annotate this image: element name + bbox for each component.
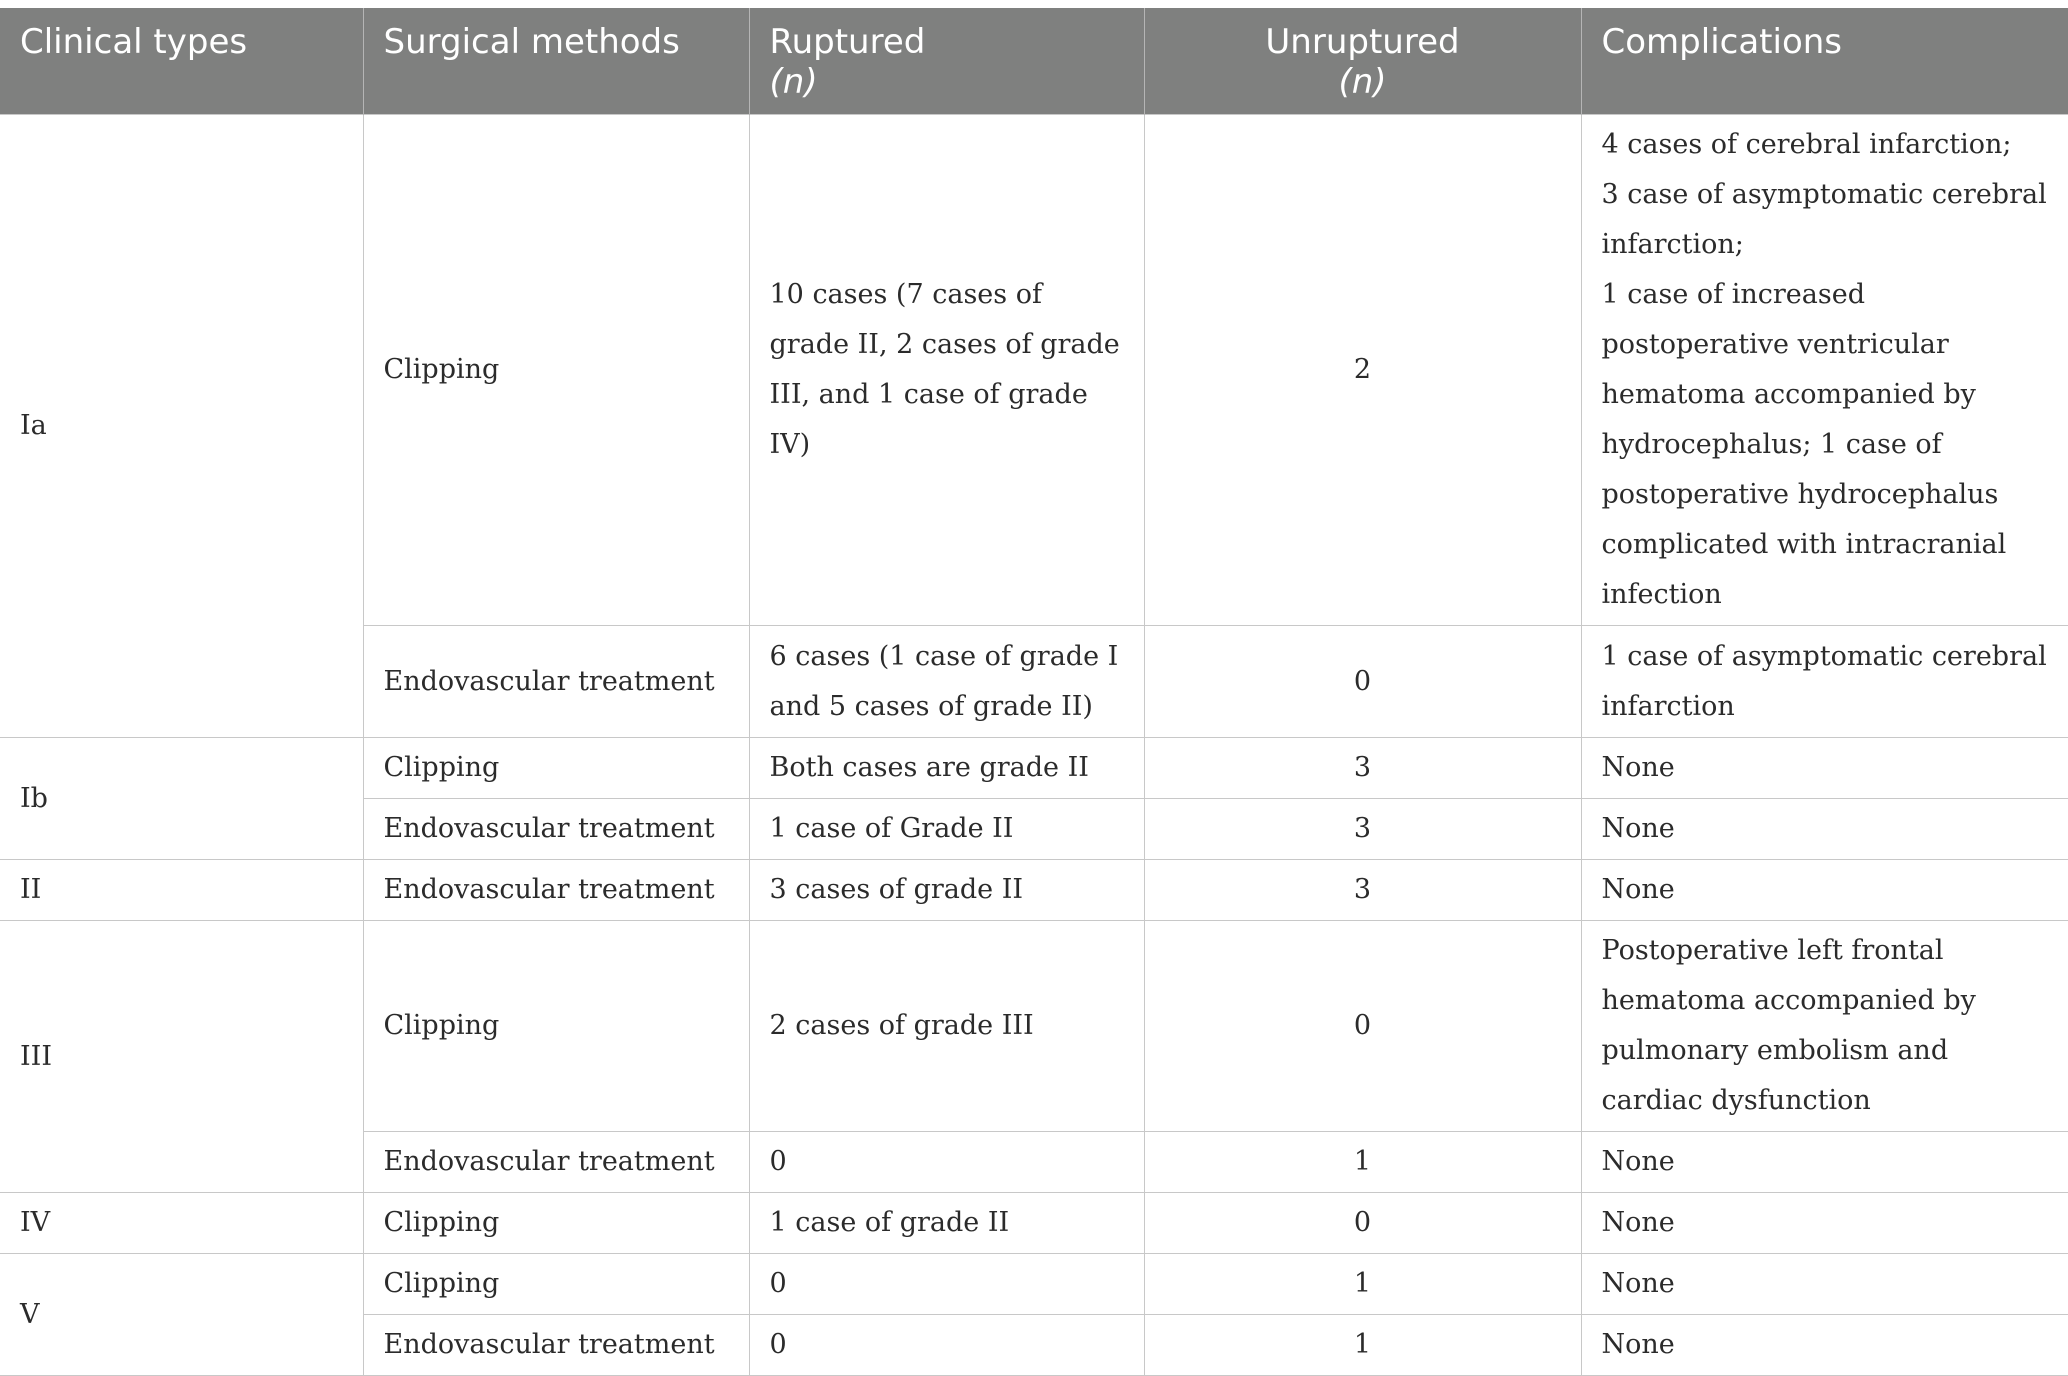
cell-unruptured: 1 — [1144, 1315, 1581, 1376]
header-ruptured: Ruptured (n) — [749, 8, 1144, 115]
complication-line: 1 case of increased postoperative ventricular hematoma accompanied by hydrocephalus; 1 case of postoperative hydrocephalus complicated with intracranial infection — [1601, 279, 2007, 610]
cell-ruptured: 1 case of grade II — [749, 1193, 1144, 1254]
cell-complications: 1 case of asymptomatic cerebral infarction — [1581, 626, 2068, 738]
cell-complications: None — [1581, 1132, 2068, 1193]
complication-line: 3 case of asymptomatic cerebral infarction; — [1601, 179, 2047, 260]
cell-clinical-type: Ib — [0, 738, 363, 860]
cell-unruptured: 2 — [1144, 115, 1581, 626]
cell-ruptured: 0 — [749, 1132, 1144, 1193]
table-row — [0, 115, 2068, 626]
header-ruptured-n: (n) — [769, 62, 818, 102]
cell-ruptured: Both cases are grade II — [749, 738, 1144, 799]
cell-ruptured: 3 cases of grade II — [749, 860, 1144, 921]
cell-complications: Postoperative left frontal hematoma accompanied by pulmonary embolism and cardiac dysfunction — [1581, 921, 2068, 1132]
cell-unruptured: 0 — [1144, 626, 1581, 738]
header-complications: Complications — [1581, 8, 2068, 115]
cell-surgical-method: Clipping — [363, 1254, 749, 1315]
table-row — [0, 1254, 2068, 1315]
cell-clinical-type: II — [0, 860, 363, 921]
cell-surgical-method: Clipping — [363, 738, 749, 799]
cell-surgical-method: Endovascular treatment — [363, 860, 749, 921]
cell-surgical-method: Clipping — [363, 1193, 749, 1254]
cell-complications: None — [1581, 1315, 2068, 1376]
cell-ruptured: 0 — [749, 1315, 1144, 1376]
cell-unruptured: 3 — [1144, 738, 1581, 799]
header-surgical-methods: Surgical methods — [363, 8, 749, 115]
cell-complications: None — [1581, 860, 2068, 921]
cell-surgical-method: Clipping — [363, 921, 749, 1132]
cell-ruptured: 2 cases of grade III — [749, 921, 1144, 1132]
cell-complications: None — [1581, 738, 2068, 799]
cell-ruptured: 6 cases (1 case of grade I and 5 cases of grade II) — [749, 626, 1144, 738]
table-row — [0, 1193, 2068, 1254]
cell-ruptured: 10 cases (7 cases of grade II, 2 cases of grade III, and 1 case of grade IV) — [749, 115, 1144, 626]
cell-clinical-type: III — [0, 921, 363, 1193]
cell-unruptured: 3 — [1144, 860, 1581, 921]
table-row — [0, 738, 2068, 799]
cell-surgical-method: Endovascular treatment — [363, 626, 749, 738]
cell-clinical-type: IV — [0, 1193, 363, 1254]
complication-line: 4 cases of cerebral infarction; — [1601, 129, 2012, 160]
cell-surgical-method: Clipping — [363, 115, 749, 626]
cell-surgical-method: Endovascular treatment — [363, 1315, 749, 1376]
cell-clinical-type: Ia — [0, 115, 363, 738]
cell-unruptured: 1 — [1144, 1132, 1581, 1193]
cell-surgical-method: Endovascular treatment — [363, 799, 749, 860]
header-unruptured-n: (n) — [1338, 62, 1387, 102]
table-container — [0, 8, 2068, 1376]
table-row — [0, 860, 2068, 921]
cell-unruptured: 0 — [1144, 921, 1581, 1132]
cell-complications: None — [1581, 1254, 2068, 1315]
cell-unruptured: 0 — [1144, 1193, 1581, 1254]
cell-ruptured: 1 case of Grade II — [749, 799, 1144, 860]
cell-clinical-type: V — [0, 1254, 363, 1376]
header-clinical-types: Clinical types — [0, 8, 363, 115]
cell-ruptured: 0 — [749, 1254, 1144, 1315]
cell-complications: None — [1581, 1193, 2068, 1254]
header-row — [0, 8, 2068, 115]
cell-unruptured: 1 — [1144, 1254, 1581, 1315]
table-row — [0, 921, 2068, 1132]
cell-surgical-method: Endovascular treatment — [363, 1132, 749, 1193]
cell-complications — [1581, 115, 2068, 626]
header-unruptured: Unruptured (n) — [1144, 8, 1581, 115]
cell-unruptured: 3 — [1144, 799, 1581, 860]
outcomes-table — [0, 8, 2068, 1376]
cell-complications: None — [1581, 799, 2068, 860]
